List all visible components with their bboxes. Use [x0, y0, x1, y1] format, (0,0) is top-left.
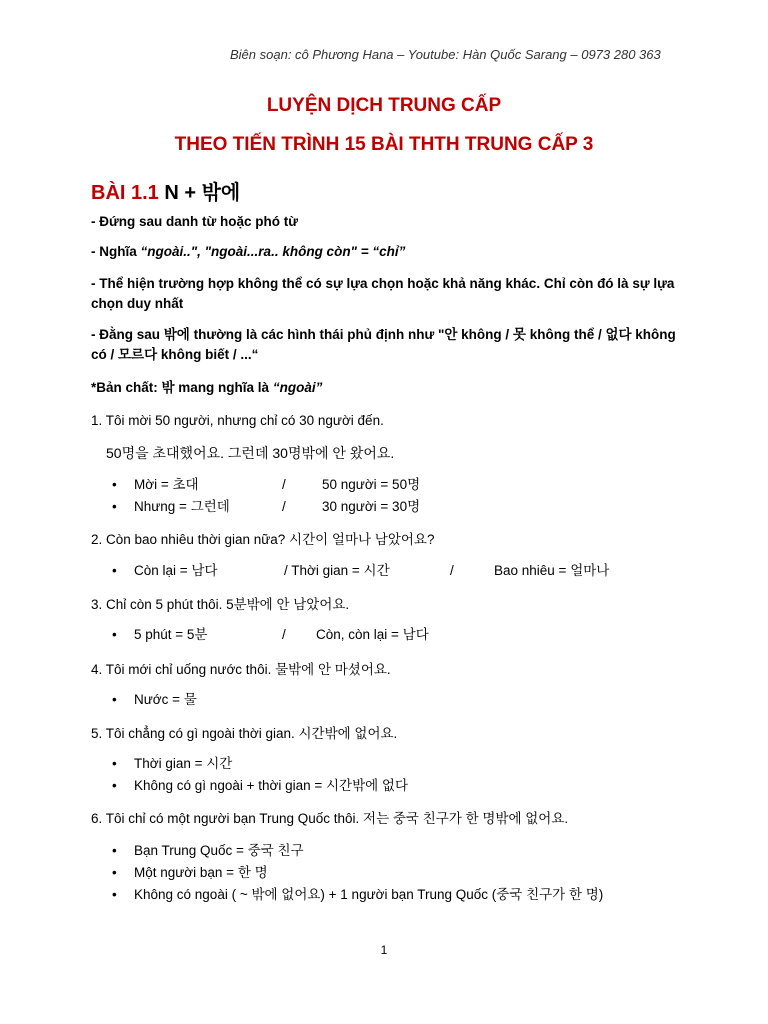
list-item: • Thời gian = 시간 — [112, 753, 408, 775]
rule-2 — [91, 242, 681, 262]
example-6-vocab-list — [112, 840, 603, 906]
bullet-icon: • — [112, 692, 117, 707]
bullet-icon: • — [112, 499, 117, 514]
bullet-icon: • — [112, 563, 117, 578]
bullet-icon: • — [112, 778, 117, 793]
list-item: • 5 phút = 5분 / Còn, còn lại = 남다 — [112, 624, 429, 646]
title-line-1: LUYỆN DỊCH TRUNG CẤP — [266, 95, 502, 116]
rule-2-meaning: “ngoài..", "ngoài...ra.. không còn" = “chỉ” — [140, 244, 406, 259]
bullet-icon: • — [112, 477, 117, 492]
page-header: Biên soạn: cô Phương Hana – Youtube: Hàn Quốc Sarang – 0973 280 363 — [230, 47, 661, 62]
example-6: 6. Tôi chỉ có một người bạn Trung Quốc thôi. 저는 중국 친구가 한 명밖에 없어요. — [91, 811, 569, 826]
list-item: • Một người bạn = 한 명 — [112, 862, 603, 884]
example-2-vocab-list — [112, 560, 609, 582]
bullet-icon: • — [112, 865, 117, 880]
example-2: 2. Còn bao nhiêu thời gian nữa? 시간이 얼마나 남았어요? — [91, 532, 435, 547]
lesson-topic: N + 밖에 — [164, 182, 241, 204]
list-item: • Nhưng = 그런데 / 30 người = 30명 — [112, 496, 420, 518]
example-3-vocab-list — [112, 624, 429, 646]
list-item: • Bạn Trung Quốc = 중국 친구 — [112, 840, 603, 862]
example-1-vocab-list — [112, 474, 420, 518]
example-4-vocab-list — [112, 689, 197, 711]
lesson-number: BÀI 1.1 — [91, 182, 159, 204]
list-item: • Không có gì ngoài + thời gian = 시간밖에 없다 — [112, 775, 408, 797]
example-1-korean: 50명을 초대했어요. 그런데 30명밖에 안 왔어요. — [106, 445, 395, 461]
list-item: • Mời = 초대 / 50 người = 50명 — [112, 474, 420, 496]
example-5-vocab-list — [112, 753, 408, 797]
list-item: • Không có ngoài ( ~ 밖에 없어요) + 1 người bạn Trung Quốc (중국 친구가 한 명) — [112, 884, 603, 906]
essence-meaning: “ngoài” — [272, 380, 323, 395]
rule-3: - Thể hiện trường hợp không thể có sự lựa chọn hoặc khả năng khác. Chỉ còn đó là sự lựa chọn duy nhất — [91, 276, 675, 311]
page-number: 1 — [380, 943, 388, 957]
example-4: 4. Tôi mới chỉ uống nước thôi. 물밖에 안 마셨어요. — [91, 662, 391, 677]
rule-2-prefix: - Nghĩa — [91, 244, 141, 259]
list-item: • Nước = 물 — [112, 689, 197, 711]
list-item: • Còn lại = 남다 / Thời gian = 시간 / Bao nhiêu = 얼마나 — [112, 560, 609, 582]
essence-prefix: *Bản chất: 밖 mang nghĩa là — [91, 380, 273, 395]
lesson-heading — [91, 176, 240, 205]
title-line-2: THEO TIẾN TRÌNH 15 BÀI THTH TRUNG CẤP 3 — [174, 134, 594, 155]
example-1: 1. Tôi mời 50 người, nhưng chỉ có 30 người đến. — [91, 413, 384, 428]
bullet-icon: • — [112, 843, 117, 858]
bullet-icon: • — [112, 627, 117, 642]
bullet-icon: • — [112, 887, 117, 902]
essence-line — [91, 378, 681, 398]
rule-1: - Đứng sau danh từ hoặc phó từ — [91, 214, 299, 229]
example-3: 3. Chỉ còn 5 phút thôi. 5분밖에 안 남았어요. — [91, 597, 350, 612]
rule-4: - Đằng sau 밖에 thường là các hình thái phủ định như "안 không / 못 không thể / 없다 không có / 모르다 không biết / ...“ — [91, 327, 676, 362]
bullet-icon: • — [112, 756, 117, 771]
example-5: 5. Tôi chẳng có gì ngoài thời gian. 시간밖에 없어요. — [91, 726, 398, 741]
